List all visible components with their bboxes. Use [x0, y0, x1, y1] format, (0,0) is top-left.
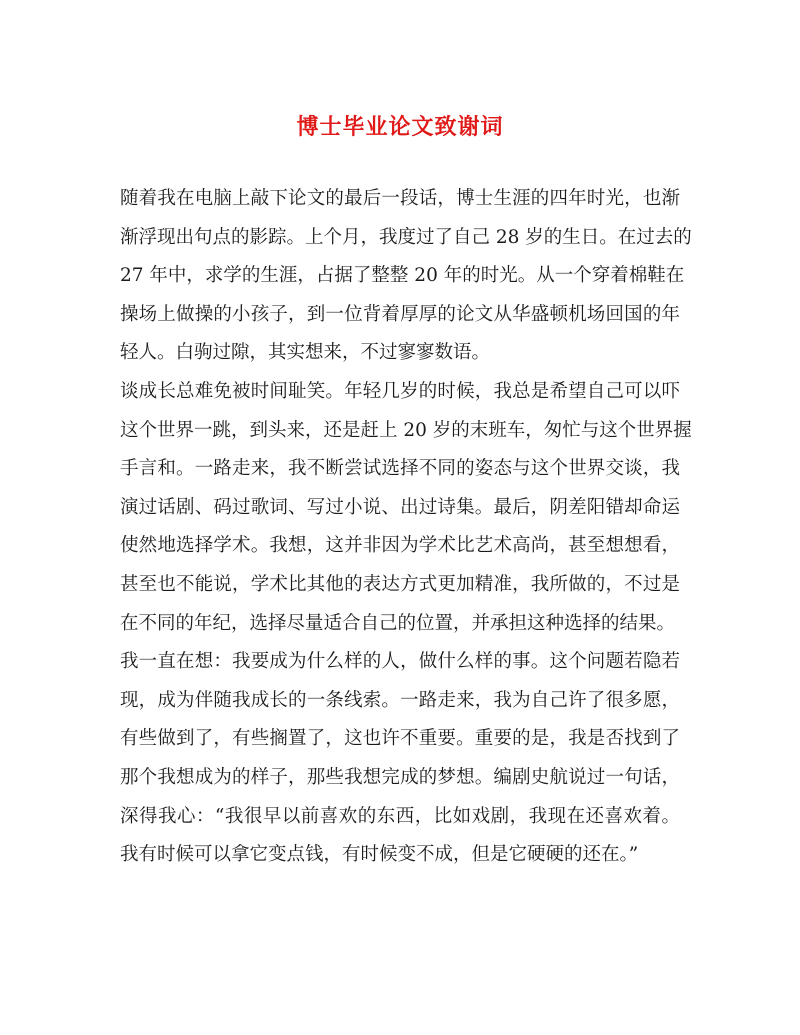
- document-title: 博士毕业论文致谢词: [296, 114, 504, 140]
- document-body: [120, 180, 692, 875]
- paragraph-line: 有些做到了，有些搁置了，这也许不重要。重要的是，我是否找到了: [120, 728, 680, 750]
- paragraph-line: 深得我心：“我很早以前喜欢的东西，比如戏剧，我现在还喜欢着。: [120, 805, 680, 827]
- paragraph-line: 渐浮现出句点的影踪。上个月，我度过了自己 28 岁的生日。在过去的: [120, 226, 692, 248]
- paragraph-line: 我有时候可以拿它变点钱，有时候变不成，但是它硬硬的还在。”: [120, 844, 639, 866]
- paragraph-line: 随着我在电脑上敲下论文的最后一段话，博士生涯的四年时光，也渐: [120, 188, 680, 209]
- paragraph-line: 甚至也不能说，学术比其他的表达方式更加精准，我所做的，不过是: [120, 573, 680, 595]
- paragraph-line: 轻人。白驹过隙，其实想来，不过寥寥数语。: [120, 342, 491, 364]
- paragraph-line: 27 年中，求学的生涯，占据了整整 20 年的时光。从一个穿着棉鞋在: [120, 265, 685, 287]
- paragraph-line: 手言和。一路走来，我不断尝试选择不同的姿态与这个世界交谈，我: [120, 458, 680, 480]
- paragraph-line: 那个我想成为的样子，那些我想完成的梦想。编剧史航说过一句话，: [120, 766, 680, 788]
- paragraph-line: 在不同的年纪，选择尽量适合自己的位置，并承担这种选择的结果。: [120, 612, 676, 634]
- paragraph-line: 现，成为伴随我成长的一条线索。一路走来，我为自己许了很多愿，: [120, 689, 680, 711]
- paragraph-line: 谈成长总难免被时间耻笑。年轻几岁的时候，我总是希望自己可以吓: [120, 380, 680, 402]
- paragraph-line: 使然地选择学术。我想，这并非因为学术比艺术高尚，甚至想想看，: [120, 535, 680, 557]
- paragraph-line: 演过话剧、码过歌词、写过小说、出过诗集。最后，阴差阳错却命运: [120, 496, 680, 518]
- paragraph-line: 这个世界一跳，到头来，还是赶上 20 岁的末班车，匆忙与这个世界握: [120, 419, 692, 441]
- paragraph-line: 我一直在想：我要成为什么样的人，做什么样的事。这个问题若隐若: [120, 651, 680, 673]
- paragraph-line: 操场上做操的小孩子，到一位背着厚厚的论文从华盛顿机场回国的年: [120, 303, 680, 325]
